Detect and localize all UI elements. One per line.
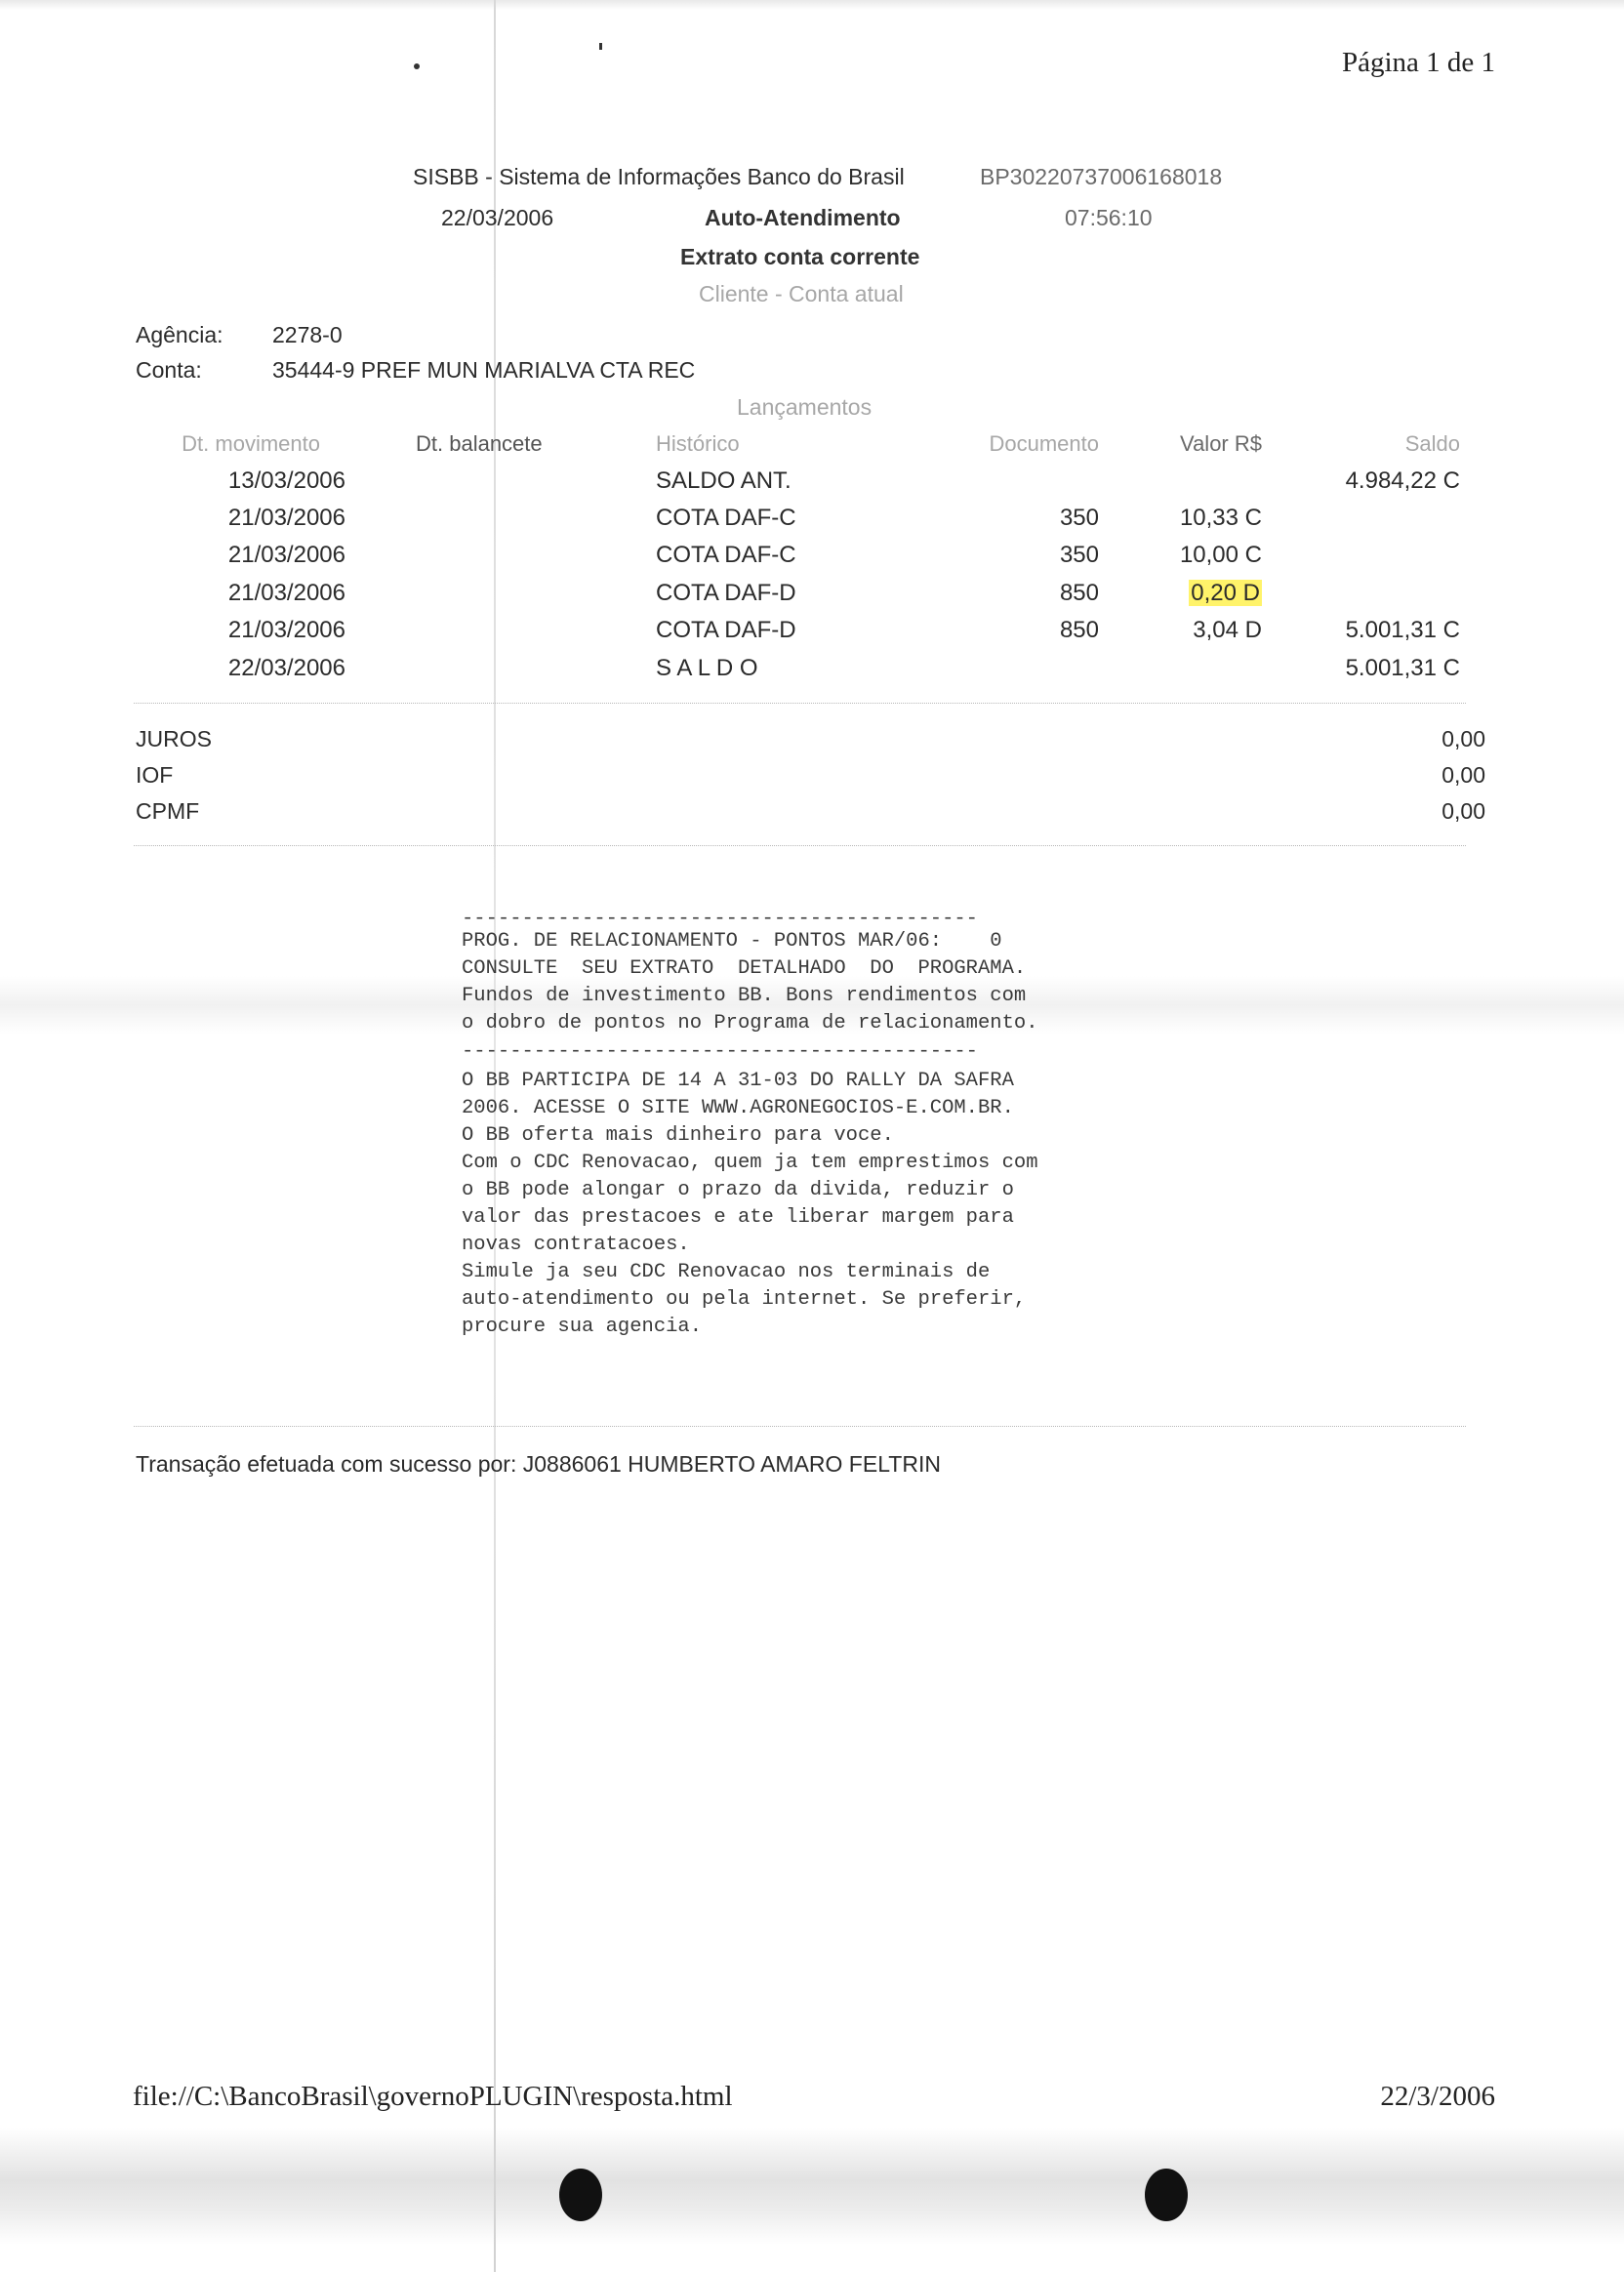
tax-label: JUROS [136, 726, 212, 751]
cell-dt-movimento: 22/03/2006 [227, 655, 345, 681]
scan-band-bottom [0, 2128, 1624, 2245]
statement-date: 22/03/2006 [441, 205, 554, 230]
message-line: o BB pode alongar o prazo da divida, reduzir o [462, 1179, 1014, 1201]
message-line: novas contratacoes. [462, 1234, 690, 1256]
tax-value: 0,00 [1441, 798, 1485, 824]
divider [134, 1426, 1466, 1427]
message-line: O BB PARTICIPA DE 14 A 31-03 DO RALLY DA SAFRA [462, 1070, 1014, 1092]
message-line: o dobro de pontos no Programa de relacionamento. [462, 1012, 1038, 1035]
cell-dt-movimento: 21/03/2006 [227, 542, 345, 568]
account-label: Conta: [136, 357, 202, 383]
tax-value: 0,00 [1441, 726, 1485, 751]
message-line: procure sua agencia. [462, 1316, 703, 1338]
cell-valor: 3,04 D [1193, 617, 1262, 643]
cell-documento: 850 [1059, 617, 1099, 643]
scan-speck [414, 63, 420, 69]
cell-historico: COTA DAF-C [656, 542, 796, 568]
scan-band-top [0, 0, 1624, 10]
message-line: Com o CDC Renovacao, quem ja tem emprestimos com [462, 1152, 1038, 1174]
cell-historico: COTA DAF-D [656, 580, 796, 606]
punch-hole [559, 2169, 602, 2221]
system-name: SISBB - Sistema de Informações Banco do Brasil [413, 164, 905, 189]
print-date: 22/3/2006 [1380, 2081, 1495, 2112]
cell-historico: SALDO ANT. [656, 467, 792, 494]
col-historico: Histórico [656, 431, 740, 456]
cell-historico: S A L D O [656, 655, 758, 681]
punch-hole [1145, 2169, 1188, 2221]
cell-historico: COTA DAF-C [656, 505, 796, 531]
file-path: file://C:\BancoBrasil\governoPLUGIN\resposta.html [133, 2081, 733, 2112]
page-counter: Página 1 de 1 [1341, 47, 1495, 78]
message-line: auto-atendimento ou pela internet. Se preferir, [462, 1288, 1027, 1311]
channel-label: Auto-Atendimento [705, 205, 901, 230]
message-line: 2006. ACESSE O SITE WWW.AGRONEGOCIOS-E.COM.BR. [462, 1097, 1014, 1119]
agency-number: 2278-0 [272, 322, 343, 347]
tax-label: CPMF [136, 798, 200, 824]
tax-value: 0,00 [1441, 762, 1485, 788]
cell-historico: COTA DAF-D [656, 617, 796, 643]
message-line: CONSULTE SEU EXTRATO DETALHADO DO PROGRAMA. [462, 957, 1027, 980]
tax-label: IOF [136, 762, 174, 788]
cell-dt-movimento: 21/03/2006 [227, 617, 345, 643]
statement-time: 07:56:10 [1065, 205, 1153, 230]
cell-valor: 10,00 C [1179, 542, 1262, 568]
cell-dt-movimento: 21/03/2006 [227, 580, 345, 606]
message-line: Fundos de investimento BB. Bons rendimentos com [462, 985, 1027, 1007]
col-dt-balancete: Dt. balancete [416, 431, 543, 456]
cell-valor-highlighted [1103, 580, 1262, 607]
cell-saldo: 5.001,31 C [1345, 655, 1460, 681]
cell-documento: 350 [1059, 542, 1099, 568]
statement-code: BP30220737006168018 [980, 164, 1223, 189]
message-line: PROG. DE RELACIONAMENTO - PONTOS MAR/06: 0 [462, 930, 1002, 953]
document-title: Extrato conta corrente [680, 244, 920, 269]
divider [134, 703, 1466, 704]
message-line: valor das prestacoes e ate liberar margem para [462, 1206, 1014, 1229]
account-number: 35444-9 PREF MUN MARIALVA CTA REC [272, 357, 696, 383]
agency-label: Agência: [136, 322, 223, 347]
cell-dt-movimento: 13/03/2006 [227, 467, 345, 494]
col-dt-movimento: Dt. movimento [182, 431, 320, 456]
cell-saldo: 4.984,22 C [1345, 467, 1460, 494]
cell-saldo: 5.001,31 C [1345, 617, 1460, 643]
cell-documento: 350 [1059, 505, 1099, 531]
message-separator: ------------------------------------------- [462, 908, 978, 930]
col-documento: Documento [989, 431, 1099, 456]
cell-documento: 850 [1059, 580, 1099, 606]
message-separator: ------------------------------------------- [462, 1040, 978, 1063]
entries-title: Lançamentos [737, 394, 873, 420]
cell-dt-movimento: 21/03/2006 [227, 505, 345, 531]
scan-speck [599, 43, 602, 50]
message-line: O BB oferta mais dinheiro para voce. [462, 1124, 894, 1147]
transaction-status: Transação efetuada com sucesso por: J0886061 HUMBERTO AMARO FELTRIN [136, 1451, 941, 1477]
highlighter-mark: 0,20 D [1191, 580, 1260, 606]
divider [134, 845, 1466, 846]
document-subtitle: Cliente - Conta atual [699, 281, 904, 306]
col-valor: Valor R$ [1180, 431, 1262, 456]
col-saldo: Saldo [1404, 431, 1460, 456]
cell-valor: 10,33 C [1179, 505, 1262, 531]
message-line: Simule ja seu CDC Renovacao nos terminais de [462, 1261, 991, 1283]
